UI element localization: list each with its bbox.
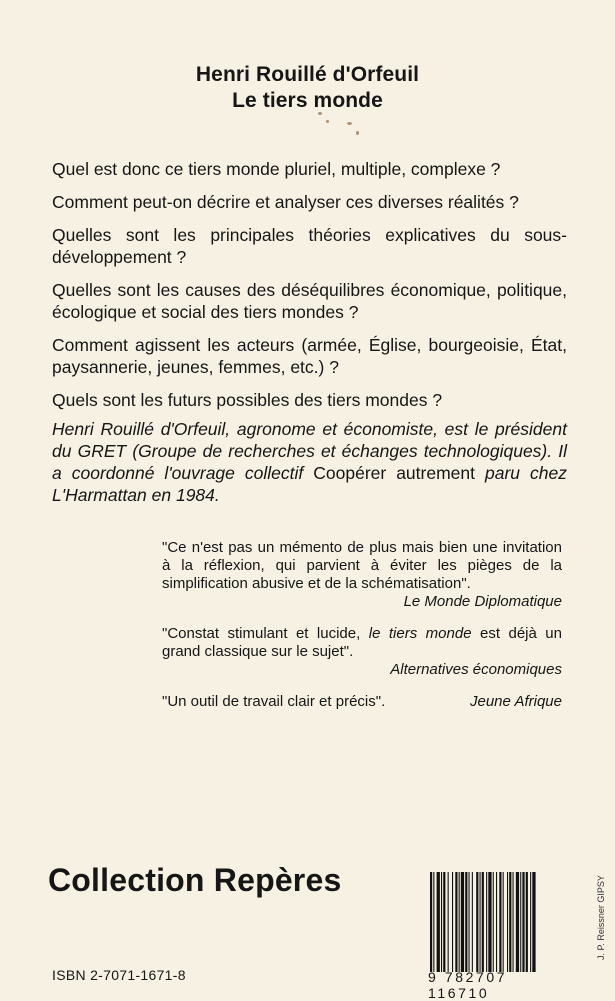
quote-text: "Un outil de travail clair et précis". (162, 693, 386, 710)
question: Quels sont les futurs possibles des tiers mondes ? (52, 390, 443, 410)
quote-source: Le Monde Diplomatique (403, 593, 562, 610)
barcode-bar (441, 872, 442, 972)
barcode-bar (433, 872, 434, 972)
barcode-bar (499, 872, 501, 972)
question: Comment agissent les acteurs (armée, Église, bourgeoisie, État, paysannerie, jeunes, femmes, etc.) ? (52, 335, 567, 377)
barcode-bar (486, 872, 487, 972)
quote-source: Alternatives économiques (390, 661, 562, 678)
barcode-bar (516, 872, 519, 972)
bio-text: paru chez L'Harmattan en 1984. (52, 463, 567, 505)
book-title: Le tiers monde (232, 89, 383, 112)
press-quotes (162, 539, 562, 725)
author-bio (52, 418, 567, 506)
quote-text (162, 625, 562, 661)
quote-text-italic: le tiers monde (368, 625, 472, 642)
print-speck (356, 131, 359, 135)
barcode-bar (476, 872, 478, 972)
quote-text: "Ce n'est pas un mémento de plus mais bien une invitation à la réflexion, qui parvient à éviter les pièges de la simplification abusive et de la schématisation". (162, 539, 562, 592)
barcode-bar (437, 872, 440, 972)
quote-source: Jeune Afrique (469, 693, 562, 710)
barcode-bar (513, 872, 514, 972)
question-list (52, 158, 567, 422)
barcode-bars (428, 872, 566, 972)
barcode-bar (496, 872, 497, 972)
header (0, 62, 615, 114)
press-quote (162, 539, 562, 611)
barcode-bar (443, 872, 445, 972)
barcode-bar (509, 872, 511, 972)
barcode-bar (461, 872, 464, 972)
quote-text-part: est déjà un grand classique sur le sujet". (162, 625, 562, 660)
barcode-bar (472, 872, 473, 972)
barcode-bar (448, 872, 449, 972)
barcode (428, 872, 566, 1001)
print-speck (347, 122, 352, 125)
barcode-bar (530, 872, 531, 972)
author-name: Henri Rouillé d'Orfeuil (195, 63, 420, 86)
barcode-bar (522, 872, 524, 972)
barcode-bar (469, 872, 470, 972)
question: Comment peut-on décrire et analyser ces diverses réalités ? (52, 192, 519, 212)
press-quote (162, 625, 562, 679)
barcode-bar (459, 872, 460, 972)
bio-book-title: Coopérer autrement (313, 463, 475, 483)
isbn: ISBN 2-7071-1671-8 (52, 967, 186, 983)
design-credit: J. P. Reissner GIPSY (596, 875, 606, 960)
barcode-bar (493, 872, 494, 972)
bio-text: Henri Rouillé d'Orfeuil, agronome et économiste, est le président du GRET (Groupe de recherches et échanges technologiques). Il a coordonné l'ouvrage collectif (52, 419, 567, 483)
barcode-bar (430, 872, 432, 972)
collection-name: Collection Repères (48, 862, 342, 898)
barcode-digits: 9 782707 116710 (428, 969, 508, 1001)
barcode-bar (482, 872, 484, 972)
barcode-bar (455, 872, 457, 972)
print-speck (318, 112, 322, 115)
barcode-bar (480, 872, 481, 972)
barcode-bar (507, 872, 508, 972)
question: Quelles sont les causes des déséquilibres économique, politique, écologique et social des tiers mondes ? (52, 280, 567, 322)
press-quote (162, 693, 562, 711)
barcode-bar (503, 872, 504, 972)
question: Quel est donc ce tiers monde pluriel, multiple, complexe ? (52, 159, 501, 179)
quote-text-part: "Constat stimulant et lucide, (162, 625, 369, 642)
barcode-bar (532, 872, 535, 972)
barcode-bar (465, 872, 467, 972)
barcode-bar (452, 872, 453, 972)
print-speck (326, 120, 329, 123)
barcode-bar (520, 872, 521, 972)
barcode-bar (526, 872, 528, 972)
question: Quelles sont les principales théories explicatives du sous-développement ? (52, 225, 567, 267)
barcode-bar (488, 872, 491, 972)
